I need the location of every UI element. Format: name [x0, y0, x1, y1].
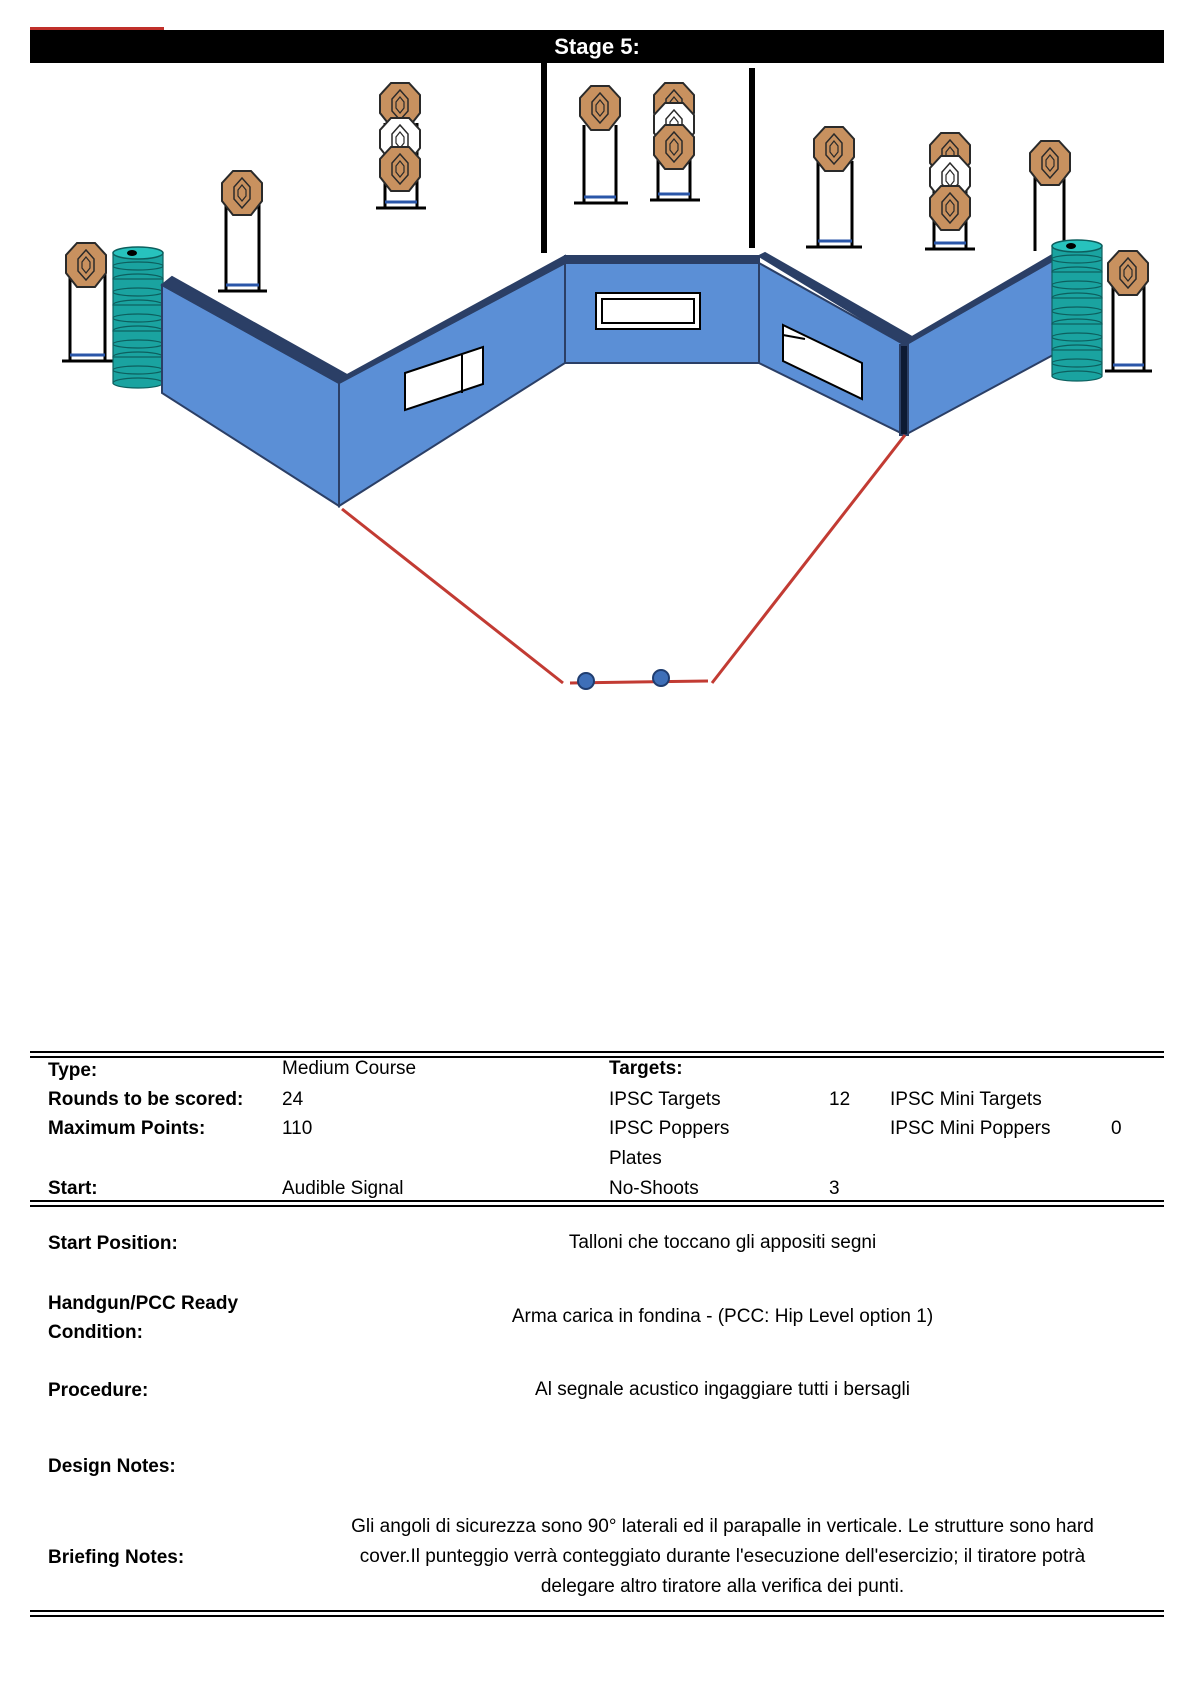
stage-title: Stage 5: [30, 30, 1164, 63]
no-shoots-value: 3 [829, 1178, 840, 1199]
rule-top-2 [30, 1056, 1164, 1058]
ipsc-target-8 [814, 127, 854, 171]
ipsc-target-11 [1030, 141, 1070, 185]
start-position-value: Talloni che toccano gli appositi segni [568, 1232, 877, 1253]
ipsc-target-7 [654, 125, 694, 169]
max-points-value: 110 [282, 1118, 313, 1139]
mini-poppers-value: 0 [1111, 1118, 1122, 1139]
ready-condition-label-2: Condition: [48, 1322, 143, 1343]
stage-diagram [0, 63, 1191, 763]
plates-label: Plates [609, 1148, 662, 1169]
ready-condition-value: Arma carica in fondina - (PCC: Hip Level option 1) [511, 1306, 934, 1327]
target-stand-4 [574, 125, 628, 203]
ready-condition-label-1: Handgun/PCC Ready [48, 1293, 239, 1314]
ipsc-target-12 [1108, 251, 1148, 295]
ipsc-target-5 [580, 86, 620, 130]
briefing-notes-label: Briefing Notes: [48, 1547, 185, 1568]
barrel-stack-left [113, 247, 163, 388]
mini-targets-label: IPSC Mini Targets [890, 1089, 1042, 1110]
design-notes-label: Design Notes: [48, 1456, 176, 1477]
ipsc-target-2 [222, 171, 262, 215]
barrel-stack-right [1052, 240, 1102, 381]
start-mark-left [578, 673, 594, 689]
wall-panels [162, 247, 1066, 506]
rule-bottom-1 [30, 1610, 1164, 1612]
ipsc-poppers-label: IPSC Poppers [609, 1118, 730, 1139]
start-position-label: Start Position: [48, 1233, 178, 1254]
procedure-value: Al segnale acustico ingaggiare tutti i bersagli [535, 1379, 910, 1400]
center-post-right [749, 68, 755, 248]
briefing-line-3: delegare altro tiratore alla verifica dei punti. [540, 1576, 905, 1597]
start-mark-right [653, 670, 669, 686]
rule-mid-1 [30, 1200, 1164, 1202]
ipsc-target-10 [930, 186, 970, 230]
rule-top-1 [30, 1051, 1164, 1053]
max-points-label: Maximum Points: [48, 1118, 206, 1139]
ipsc-targets-label: IPSC Targets [609, 1089, 721, 1110]
ipsc-targets-value: 12 [829, 1089, 851, 1110]
ipsc-target-1 [66, 243, 106, 287]
procedure-label: Procedure: [48, 1380, 149, 1401]
targets-label: Targets: [609, 1058, 683, 1079]
rounds-value: 24 [282, 1089, 304, 1110]
briefing-line-2: cover.Il punteggio verrà conteggiato durante l'esecuzione dell'esercizio; il tiratore potrà [359, 1546, 1086, 1567]
target-stand-6 [806, 161, 862, 247]
type-label: Type: [48, 1060, 98, 1081]
rule-mid-2 [30, 1205, 1164, 1207]
center-post-left [541, 63, 547, 253]
fault-lines [342, 435, 905, 683]
rule-bottom-2 [30, 1615, 1164, 1617]
mini-poppers-label: IPSC Mini Poppers [890, 1118, 1051, 1139]
rounds-label: Rounds to be scored: [48, 1089, 244, 1110]
ipsc-target-4 [380, 147, 420, 191]
briefing-line-1: Gli angoli di sicurezza sono 90° laterali ed il parapalle in verticale. Le strutture sono hard [351, 1516, 1094, 1537]
start-label: Start: [48, 1178, 98, 1199]
no-shoots-label: No-Shoots [609, 1178, 699, 1199]
start-value: Audible Signal [282, 1178, 404, 1199]
type-value: Medium Course [282, 1058, 417, 1079]
